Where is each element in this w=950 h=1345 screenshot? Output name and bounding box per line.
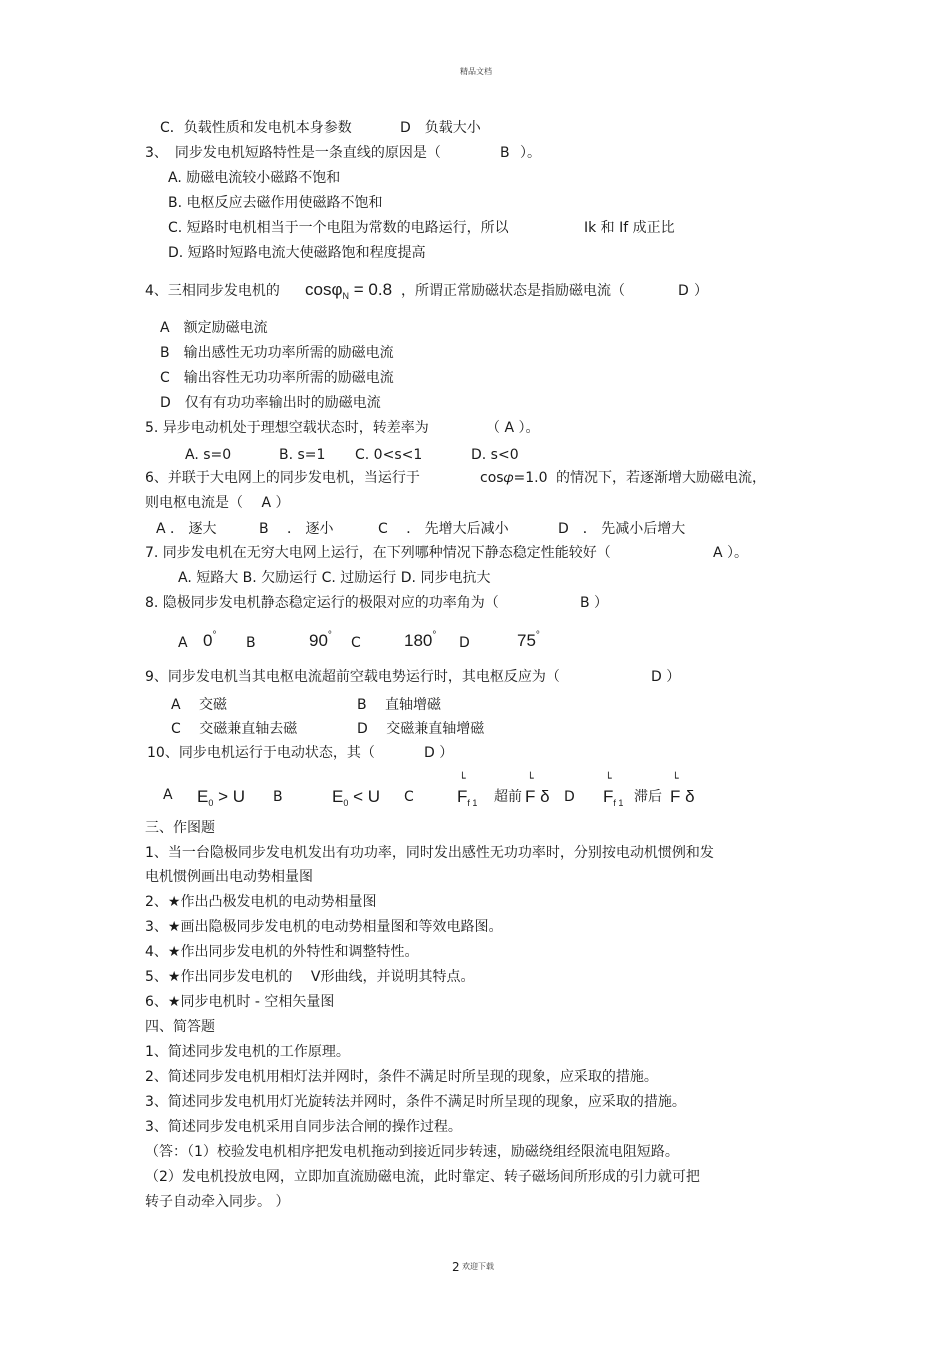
section3-item1-cont: 电机惯例画出电动势相量图 <box>145 869 313 885</box>
section3-item4: 4、★作出同步发电机的外特性和调整特性。 <box>145 944 419 960</box>
section3-item3: 3、★画出隐极同步发电机的电动势相量图和等效电路图。 <box>145 919 503 935</box>
section4-answer-line3: 转子自动牵入同步。 ） <box>145 1194 290 1210</box>
q9-option-a: A 交磁 <box>171 697 228 713</box>
section3-item5: 5、★作出同步发电机的 V形曲线，并说明其特点。 <box>145 969 475 985</box>
q4-option-a: A 额定励磁电流 <box>160 320 268 336</box>
q6-option-c: C ． 先增大后减小 <box>378 521 509 537</box>
q5-stem: 5. 异步电动机处于理想空载状态时，转差率为 <box>145 420 429 436</box>
q7-stem: 7. 同步发电机在无穷大电网上运行，在下列哪种情况下静态稳定性能较好（ <box>145 545 611 561</box>
q10-label-c: C <box>404 789 414 805</box>
q10-option-c-formula: $F_{f 1}$ <box>457 787 478 808</box>
section4-item3: 3、简述同步发电机用灯光旋转法并网时，条件不满足时所呈现的现象，应采取的措施。 <box>145 1094 686 1110</box>
q8-value-b: 90° <box>309 630 332 650</box>
q4-option-b: B 输出感性无功功率所需的励磁电流 <box>160 345 394 361</box>
q3-option-d: D. 短路时短路电流大使磁路饱和程度提高 <box>168 245 426 261</box>
q3-answer: B <box>500 145 510 161</box>
q6-option-d: D ． 先减小后增大 <box>558 521 686 537</box>
q8-label-c: C <box>351 635 361 651</box>
section4-item4: 3、简述同步发电机采用自同步法合闸的操作过程。 <box>145 1119 462 1135</box>
q10-option-b-formula: $E_0 < U$ <box>332 787 381 808</box>
q5-option-b: B. s=1 <box>279 447 326 463</box>
section4-title: 四、简答题 <box>145 1019 215 1035</box>
q10-option-a-formula: $E_0 > U$ <box>197 787 246 808</box>
q9-option-c: C 交磁兼直轴去磁 <box>171 721 298 737</box>
q10-label-b: B <box>273 789 283 805</box>
q10-option-c-fdelta: F δ <box>525 787 550 806</box>
q9-option-b: B 直轴增磁 <box>357 697 442 713</box>
q10-option-d-fdelta: F δ <box>670 787 695 806</box>
q4-formula: cosφ$_N$ = 0.8 <box>305 280 393 301</box>
q7-answer: A ）。 <box>713 545 749 561</box>
q8-label-d: D <box>459 635 470 651</box>
q9-option-d: D 交磁兼直轴增磁 <box>357 721 485 737</box>
q3-option-a: A. 励磁电流较小磁路不饱和 <box>168 170 341 186</box>
section4-answer-line2: （2）发电机投放电网，立即加直流励磁电流，此时靠定、转子磁场间所形成的引力就可把 <box>145 1169 700 1185</box>
q10-stem: 10、同步电机运行于电动状态，其（ <box>147 745 375 761</box>
vector-mark-icon: └ <box>459 772 466 785</box>
q5-answer: （ A ）。 <box>486 420 540 436</box>
q10-option-d-lag: 滞后 <box>634 789 662 805</box>
vector-mark-icon: └ <box>605 772 612 785</box>
q8-label-b: B <box>246 635 256 651</box>
section3-item2: 2、★作出凸极发电机的电动势相量图 <box>145 894 377 910</box>
page-header: 精品文档 <box>460 67 492 76</box>
q9-answer: D ） <box>651 669 681 685</box>
section3-title: 三、作图题 <box>145 820 215 836</box>
page-number: 2 <box>452 1260 460 1274</box>
q3-stem: 3、 同步发电机短路特性是一条直线的原因是（ <box>145 145 441 161</box>
q8-answer: B ） <box>580 595 609 611</box>
section3-item1: 1、当一台隐极同步发电机发出有功功率，同时发出感性无功功率时，分别按电动机惯例和发 <box>145 845 714 861</box>
q4-close: ） <box>694 283 708 299</box>
section4-answer-line1: （答：（1）校验发电机相序把发电机拖动到接近同步转速，励磁绕组经限流电阻短路。 <box>145 1144 679 1160</box>
section4-item2: 2、简述同步发电机用相灯法并网时，条件不满足时所呈现的现象，应采取的措施。 <box>145 1069 658 1085</box>
q10-answer: D ） <box>424 745 454 761</box>
q8-value-d: 75° <box>517 630 540 650</box>
q5-option-d: D. s<0 <box>471 447 519 463</box>
q4-option-c: C 输出容性无功功率所需的励磁电流 <box>160 370 394 386</box>
q8-label-a: A <box>178 635 188 651</box>
q4-option-d: D 仅有有功功率输出时的励磁电流 <box>160 395 381 411</box>
vector-mark-icon: └ <box>672 772 679 785</box>
q6-stem-end: 则电枢电流是（ A ） <box>145 495 290 511</box>
q3-option-c: C. 短路时电机相当于一个电阻为常数的电路运行，所以 <box>168 220 509 236</box>
q6-option-b: B ． 逐小 <box>259 521 334 537</box>
q3-close: ）。 <box>520 145 541 161</box>
q6-cos-value: cos𝜑=1.0 <box>480 470 548 486</box>
q2-option-d: D 负载大小 <box>400 120 481 136</box>
section4-item1: 1、简述同步发电机的工作原理。 <box>145 1044 350 1060</box>
q4-stem-rest: ，所谓正常励磁状态是指励磁电流（ <box>401 283 625 299</box>
q10-label-d: D <box>564 789 575 805</box>
q7-options: A. 短路大 B. 欠励运行 C. 过励运行 D. 同步电抗大 <box>178 570 491 586</box>
q6-stem-cont: 的情况下，若逐渐增大励磁电流， <box>556 470 766 486</box>
q8-value-a: 0° <box>203 630 217 650</box>
section3-item6: 6、★同步电机时 - 空相矢量图 <box>145 994 335 1010</box>
q10-option-d-formula: $F_{f 1}$ <box>603 787 624 808</box>
q10-option-c-ahead: 超前 <box>494 789 522 805</box>
q8-value-c: 180° <box>404 630 437 650</box>
q3-option-c-tail: Ik 和 If 成正比 <box>584 220 675 236</box>
phi-symbol: φ <box>331 280 343 299</box>
q10-label-a: A <box>163 787 173 803</box>
q4-answer: D <box>678 283 689 299</box>
q5-option-c: C. 0<s<1 <box>355 447 423 463</box>
q9-stem: 9、同步发电机当其电枢电流超前空载电势运行时，其电枢反应为（ <box>145 669 560 685</box>
q6-option-a: A ． 逐大 <box>156 521 217 537</box>
q3-option-b: B. 电枢反应去磁作用使磁路不饱和 <box>168 195 383 211</box>
vector-mark-icon: └ <box>527 772 534 785</box>
q5-option-a: A. s=0 <box>185 447 232 463</box>
q2-option-c: C．负载性质和发电机本身参数 <box>160 120 352 136</box>
q6-stem: 6、并联于大电网上的同步发电机，当运行于 <box>145 470 420 486</box>
q4-stem: 4、三相同步发电机的 <box>145 283 280 299</box>
page-footer-note: 欢迎下载 <box>462 1262 494 1271</box>
q8-stem: 8. 隐极同步发电机静态稳定运行的极限对应的功率角为（ <box>145 595 499 611</box>
